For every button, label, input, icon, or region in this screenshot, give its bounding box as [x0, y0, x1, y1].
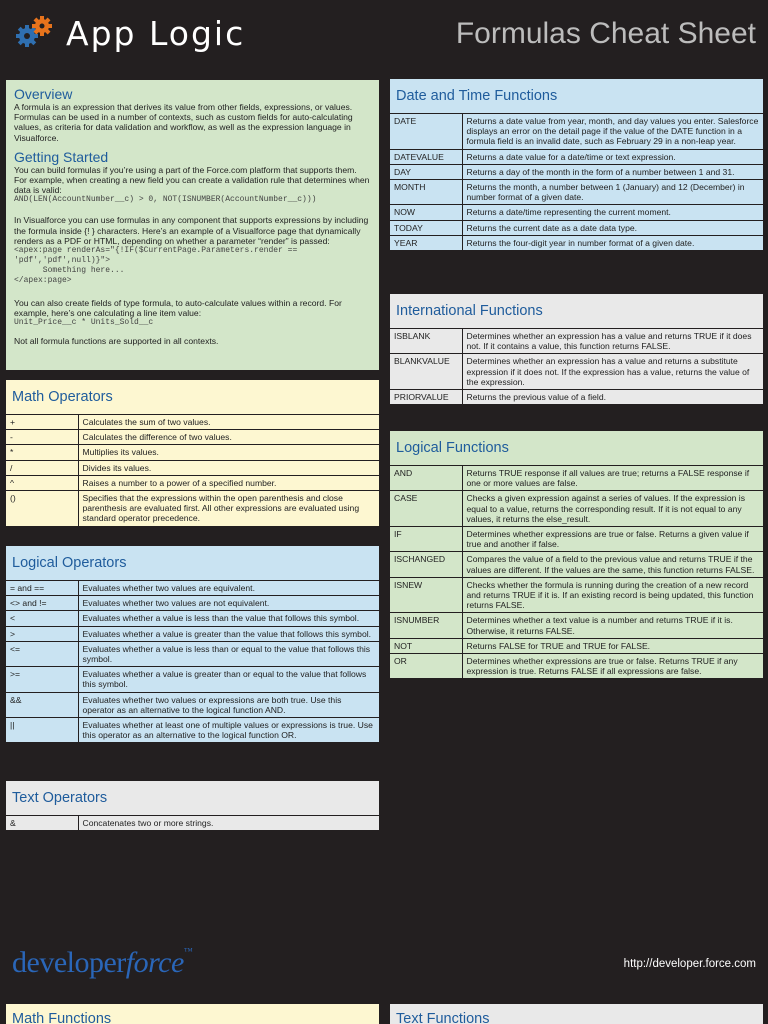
function-row — [390, 577, 763, 613]
row-description: Returns FALSE for TRUE and TRUE for FALSE. — [462, 638, 763, 653]
row-key: + — [6, 415, 78, 430]
overview-note: Not all formula functions are supported in all contexts. — [14, 336, 219, 347]
row-description: Evaluates whether at least one of multiple values or expressions is true. Use this operator as an alternative to the logical function OR. — [78, 718, 379, 743]
math-operators-title: Math Operators — [12, 389, 113, 405]
text-functions-title: Text Functions — [396, 1011, 490, 1024]
logical-functions-panel — [390, 431, 763, 678]
row-description: Returns the current date as a date data type. — [462, 220, 763, 235]
row-key: ISNEW — [390, 577, 462, 613]
row-description: Returns a date/time representing the current moment. — [462, 205, 763, 220]
sheet-title: Formulas Cheat Sheet — [455, 17, 756, 50]
operator-row — [6, 581, 379, 596]
row-key: TODAY — [390, 220, 462, 235]
row-description: Returns a day of the month in the form of a number between 1 and 31. — [462, 164, 763, 179]
overview-text: A formula is an expression that derives its value from other fields, expressions, or values. Formulas can be used in a number of contexts, such as custom fields for auto-calculating values, as criteria for data validation and workflow, as well as the expression language in Visualforce. — [14, 102, 353, 143]
row-key: & — [6, 816, 78, 831]
row-description: Returns the four-digit year in number format of a given date. — [462, 235, 763, 250]
row-description: Evaluates whether a value is less than or equal to the value that follows this symbol. — [78, 641, 379, 666]
row-key: > — [6, 626, 78, 641]
gears-icon — [14, 14, 54, 50]
row-key: / — [6, 460, 78, 475]
row-key: || — [6, 718, 78, 743]
row-key: BLANKVALUE — [390, 354, 462, 390]
row-description: Checks a given expression against a series of values. If the expression is equal to a value, returns the corresponding result. If it is not equal to any values, it returns the else_result. — [462, 491, 763, 527]
row-description: Determines whether expressions are true or false. Returns a given value if true and another if false. — [462, 527, 763, 552]
row-key: * — [6, 445, 78, 460]
row-key: NOW — [390, 205, 462, 220]
operator-row — [6, 460, 379, 475]
operator-row — [6, 641, 379, 666]
date-functions-panel — [390, 79, 763, 250]
row-key: ISCHANGED — [390, 552, 462, 577]
row-description: Calculates the sum of two values. — [78, 415, 379, 430]
function-row — [390, 114, 763, 150]
row-key: IF — [390, 527, 462, 552]
row-description: Evaluates whether two values are equivalent. — [78, 581, 379, 596]
function-row — [390, 235, 763, 250]
operator-row — [6, 816, 379, 831]
code-sample-formula: Unit_Price__c * Units_Sold__c — [14, 318, 154, 328]
row-key: = and == — [6, 581, 78, 596]
logo-part-developer: developer — [12, 946, 126, 979]
visualforce-text: In Visualforce you can use formulas in any component that supports expressions by including the formula inside {! } characters. Here’s an example of a Visualforce page that dynamically renders as a PDF or HTML, depending on whether a parameter “render” is passed: — [14, 215, 369, 246]
logo-trademark: ™ — [183, 946, 193, 956]
row-key: <> and != — [6, 596, 78, 611]
row-description: Multiplies its values. — [78, 445, 379, 460]
math-functions-panel — [6, 1004, 379, 1024]
row-description: Specifies that the expressions within the open parenthesis and close parenthesis are evaluated first. All other expressions are evaluated using standard operator precedence. — [78, 491, 379, 526]
row-description: Returns the month, a number between 1 (January) and 12 (December) in number format of a given date. — [462, 180, 763, 205]
app-title: App Logic — [66, 14, 246, 53]
logical-operators-table — [6, 580, 379, 742]
international-functions-panel — [390, 294, 763, 404]
row-description: Evaluates whether two values or expressions are both true. Use this operator as an alternative to the logical function AND. — [78, 692, 379, 717]
row-key: - — [6, 430, 78, 445]
operator-row — [6, 692, 379, 717]
function-row — [390, 205, 763, 220]
row-key: ^ — [6, 475, 78, 490]
code-sample-validation: AND(LEN(AccountNumber__c) > 0, NOT(ISNUMBER(AccountNumber__c))) — [14, 195, 317, 205]
logical-functions-table — [390, 465, 763, 678]
developerforce-logo — [12, 946, 192, 980]
international-functions-table — [390, 328, 763, 404]
footer-url[interactable]: http://developer.force.com — [623, 958, 756, 970]
row-key: && — [6, 692, 78, 717]
row-description: Returns the previous value of a field. — [462, 390, 763, 405]
function-row — [390, 164, 763, 179]
row-key: PRIORVALUE — [390, 390, 462, 405]
row-description: Calculates the difference of two values. — [78, 430, 379, 445]
operator-row — [6, 611, 379, 626]
row-key: ISBLANK — [390, 329, 462, 354]
row-description: Checks whether the formula is running during the creation of a new record and returns TRUE if it is. If an existing record is being updated, this function returns FALSE. — [462, 577, 763, 613]
row-description: Determines whether an expression has a value and returns TRUE if it does not. If it contains a value, this function returns FALSE. — [462, 329, 763, 354]
row-key: <= — [6, 641, 78, 666]
function-row — [390, 354, 763, 390]
overview-panel — [6, 80, 379, 370]
operator-row — [6, 626, 379, 641]
row-key: OR — [390, 654, 462, 679]
date-functions-table — [390, 113, 763, 250]
function-row — [390, 180, 763, 205]
getting-started-text: You can build formulas if you’re using a part of the Force.com platform that supports them. For example, when creating a new field you can create a validation rule that determines when data is valid: — [14, 164, 370, 196]
function-row — [390, 613, 763, 638]
math-operators-panel — [6, 380, 379, 526]
row-key: CASE — [390, 491, 462, 527]
text-functions-panel — [390, 1004, 763, 1024]
function-row — [390, 654, 763, 679]
function-row — [390, 466, 763, 491]
row-key: MONTH — [390, 180, 462, 205]
row-description: Compares the value of a field to the previous value and returns TRUE if the values are different. If the values are the same, this function returns FALSE. — [462, 552, 763, 577]
row-description: Divides its values. — [78, 460, 379, 475]
text-operators-table — [6, 815, 379, 830]
operator-row — [6, 667, 379, 692]
function-row — [390, 638, 763, 653]
text-operators-title: Text Operators — [12, 790, 108, 806]
row-key: DATEVALUE — [390, 149, 462, 164]
date-functions-title: Date and Time Functions — [396, 88, 558, 104]
row-key: () — [6, 491, 78, 526]
row-description: Returns TRUE response if all values are true; returns a FALSE response if one or more values are false. — [462, 466, 763, 491]
operator-row — [6, 491, 379, 526]
logical-operators-title: Logical Operators — [12, 555, 127, 571]
row-description: Evaluates whether a value is greater than or equal to the value that follows this symbol. — [78, 667, 379, 692]
math-operators-table — [6, 414, 379, 526]
row-description: Determines whether expressions are true or false. Returns TRUE if any expression is true. Returns FALSE if all expressions are false. — [462, 654, 763, 679]
function-row — [390, 552, 763, 577]
row-description: Returns a date value from year, month, and day values you enter. Salesforce displays an error on the detail page if the value of the DATE function in a formula field is an invalid date, such as February 29 in a non-leap year. — [462, 114, 763, 150]
getting-started-title: Getting Started — [14, 148, 109, 165]
row-key: DATE — [390, 114, 462, 150]
logo-part-force: force — [125, 946, 184, 979]
row-key: ISNUMBER — [390, 613, 462, 638]
row-description: Determines whether a text value is a number and returns TRUE if it is. Otherwise, it returns FALSE. — [462, 613, 763, 638]
formula-field-text: You can also create fields of type formula, to auto-calculate values within a record. For example, here’s one calculating a line item value: — [14, 298, 342, 319]
row-description: Returns a date value for a date/time or text expression. — [462, 149, 763, 164]
operator-row — [6, 430, 379, 445]
overview-title: Overview — [14, 86, 73, 102]
function-row — [390, 527, 763, 552]
code-sample-visualforce: <apex:page renderAs="{!IF($CurrentPage.Parameters.render == 'pdf','pdf',null)}"> Something here... </apex:page> — [14, 246, 298, 286]
function-row — [390, 220, 763, 235]
function-row — [390, 149, 763, 164]
operator-row — [6, 475, 379, 490]
header — [0, 0, 768, 70]
row-key: >= — [6, 667, 78, 692]
operator-row — [6, 718, 379, 743]
row-description: Determines whether an expression has a value and returns a substitute expression if it does not. If the expression has a value, returns the value of the expression. — [462, 354, 763, 390]
row-description: Raises a number to a power of a specified number. — [78, 475, 379, 490]
function-row — [390, 390, 763, 405]
function-row — [390, 491, 763, 527]
row-key: < — [6, 611, 78, 626]
row-description: Concatenates two or more strings. — [78, 816, 379, 831]
row-key: YEAR — [390, 235, 462, 250]
operator-row — [6, 596, 379, 611]
logical-operators-panel — [6, 546, 379, 742]
row-description: Evaluates whether two values are not equivalent. — [78, 596, 379, 611]
row-key: DAY — [390, 164, 462, 179]
international-functions-title: International Functions — [396, 303, 543, 319]
text-operators-panel — [6, 781, 379, 830]
function-row — [390, 329, 763, 354]
operator-row — [6, 415, 379, 430]
logical-functions-title: Logical Functions — [396, 440, 509, 456]
row-description: Evaluates whether a value is less than the value that follows this symbol. — [78, 611, 379, 626]
operator-row — [6, 445, 379, 460]
math-functions-title: Math Functions — [12, 1011, 112, 1024]
row-key: AND — [390, 466, 462, 491]
row-description: Evaluates whether a value is greater than the value that follows this symbol. — [78, 626, 379, 641]
row-key: NOT — [390, 638, 462, 653]
